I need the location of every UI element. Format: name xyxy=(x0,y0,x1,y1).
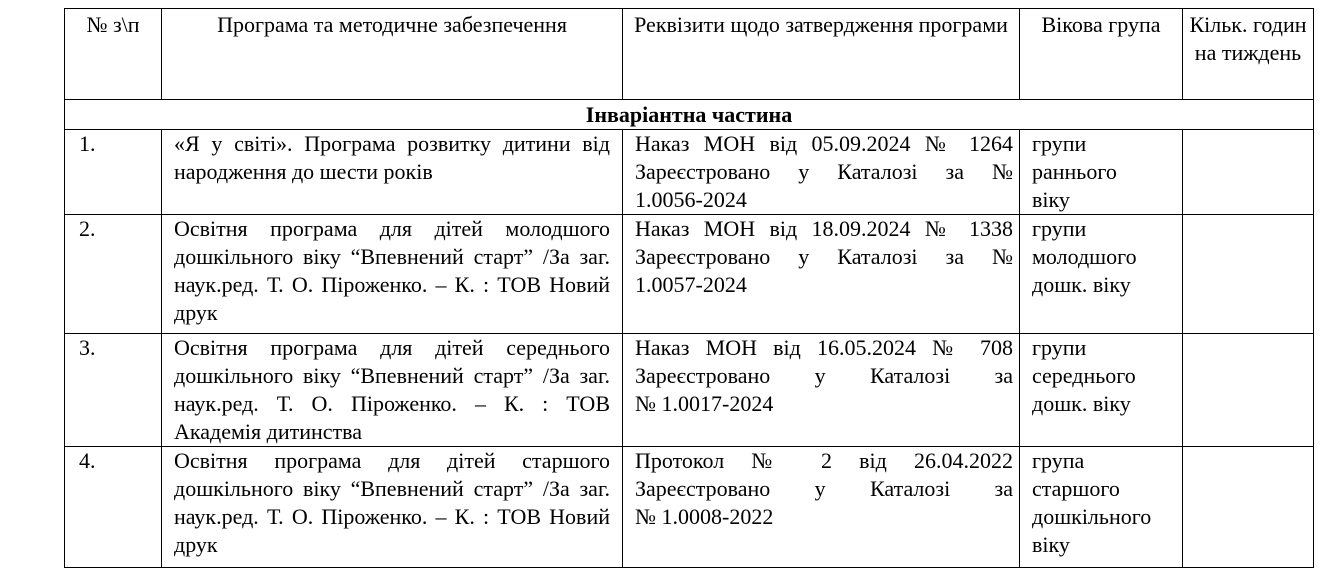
row-age-group xyxy=(1020,130,1183,215)
requisites-line: Зареєстровано у Каталозі за xyxy=(635,476,1013,501)
row-hours xyxy=(1183,215,1314,334)
age-line: група xyxy=(1032,448,1085,473)
requisites-line: № 1.0017-2024 xyxy=(635,391,774,416)
row-requisites xyxy=(623,130,1020,215)
age-line: старшого xyxy=(1032,476,1120,501)
row-hours xyxy=(1183,130,1314,215)
requisites-line: Наказ МОН від 16.05.2024 № 708 xyxy=(635,335,1013,360)
section-title: Інваріантна частина xyxy=(65,100,1314,130)
table-row xyxy=(65,334,1314,447)
age-line: молодшого xyxy=(1032,244,1137,269)
row-age-group xyxy=(1020,215,1183,334)
requisites-line: № 1.0008-2022 xyxy=(635,504,774,529)
requisites-line: Зареєстровано у Каталозі за № xyxy=(635,159,1013,184)
row-num: 3. xyxy=(65,334,162,447)
age-line: групи xyxy=(1032,131,1087,156)
age-line: дошк. віку xyxy=(1032,272,1131,297)
age-line: групи xyxy=(1032,216,1087,241)
row-requisites xyxy=(623,215,1020,334)
requisites-line: Зареєстровано у Каталозі за xyxy=(635,363,1013,388)
row-program: «Я у світі». Програма розвитку дитини від народження до шести років xyxy=(162,130,623,215)
age-line: раннього xyxy=(1032,159,1117,184)
header-age-group: Вікова група xyxy=(1020,9,1183,100)
header-program: Програма та методичне забезпечення xyxy=(162,9,623,100)
age-line: віку xyxy=(1032,187,1070,212)
row-num: 4. xyxy=(65,447,162,568)
age-line: дошкільного xyxy=(1032,504,1152,529)
section-row xyxy=(65,100,1314,130)
age-line: групи xyxy=(1032,335,1087,360)
header-num: № з\п xyxy=(65,9,162,100)
row-age-group xyxy=(1020,334,1183,447)
programs-table xyxy=(64,8,1314,568)
requisites-line: 1.0057-2024 xyxy=(635,272,747,297)
table-row xyxy=(65,447,1314,568)
table-row xyxy=(65,215,1314,334)
age-line: віку xyxy=(1032,532,1070,557)
row-requisites xyxy=(623,334,1020,447)
row-age-group xyxy=(1020,447,1183,568)
row-num: 2. xyxy=(65,215,162,334)
age-line: дошк. віку xyxy=(1032,391,1131,416)
table-header-row xyxy=(65,9,1314,100)
row-hours xyxy=(1183,334,1314,447)
requisites-line: Наказ МОН від 18.09.2024 № 1338 xyxy=(635,216,1013,241)
header-hours: Кільк. годин на тиждень xyxy=(1183,9,1314,100)
row-program: Освітня програма для дітей середнього дошкільного віку “Впевнений старт” /За заг. наук.ред. Т. О. Піроженко. – К. : ТОВ Академія дитинства xyxy=(162,334,623,447)
requisites-line: Наказ МОН від 05.09.2024 № 1264 xyxy=(635,131,1013,156)
requisites-line: Зареєстровано у Каталозі за № xyxy=(635,244,1013,269)
requisites-line: 1.0056-2024 xyxy=(635,187,747,212)
table-row xyxy=(65,130,1314,215)
row-program: Освітня програма для дітей молодшого дошкільного віку “Впевнений старт” /За заг. наук.ред. Т. О. Піроженко. – К. : ТОВ Новий друк xyxy=(162,215,623,334)
row-hours xyxy=(1183,447,1314,568)
row-num: 1. xyxy=(65,130,162,215)
row-requisites xyxy=(623,447,1020,568)
header-requisites: Реквізити щодо затвердження програми xyxy=(623,9,1020,100)
requisites-line: Протокол № 2 від 26.04.2022 xyxy=(635,448,1013,473)
age-line: середнього xyxy=(1032,363,1136,388)
row-program: Освітня програма для дітей старшого дошкільного віку “Впевнений старт” /За заг. наук.ред. Т. О. Піроженко. – К. : ТОВ Новий друк xyxy=(162,447,623,568)
